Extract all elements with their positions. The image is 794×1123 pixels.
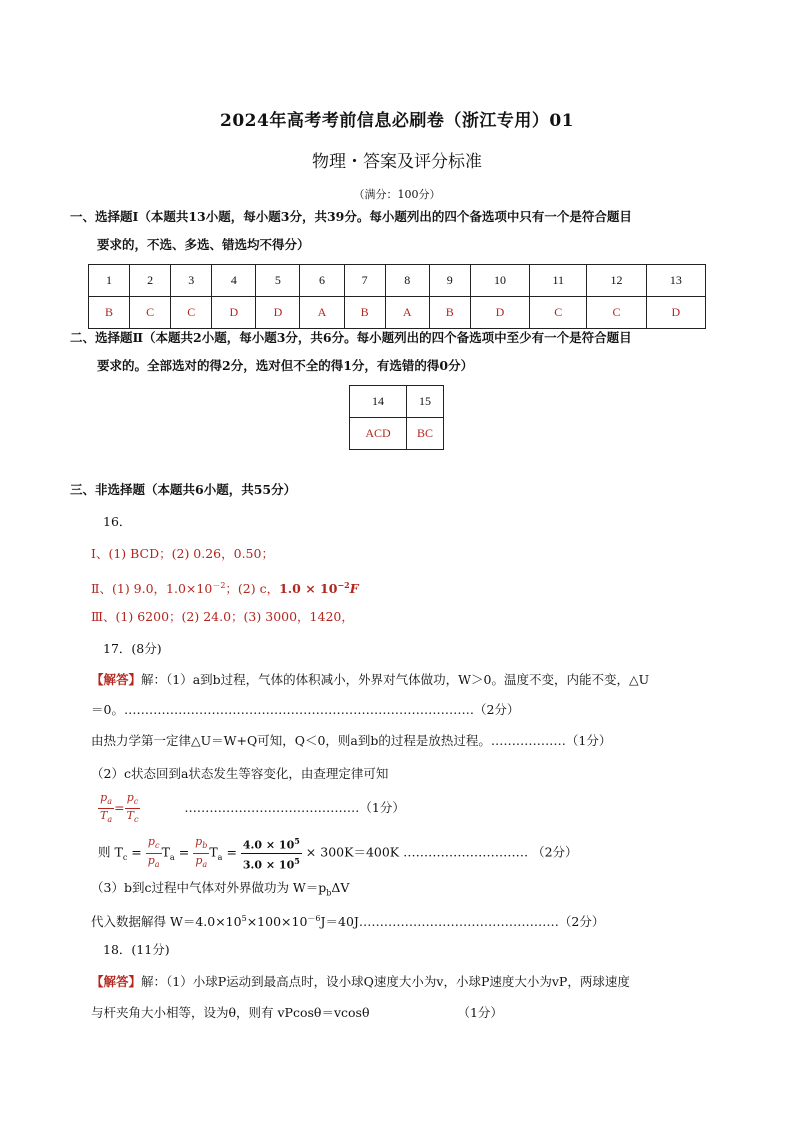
section2-question-number-2: 15 [407,386,444,418]
section1-heading-cont: 要求的，不选、多选、错选均不得分） [97,237,310,252]
fraction-pressure-ratio: $\frac{4.0 \times 10^5}{3.0 \times 10^5}$ [242,836,300,872]
section1-question-number-9: 9 [429,265,470,297]
section1-answer-12: C [587,297,646,329]
q17-line7: （3）b到c过程中气体对外界做功为 $W=p_b\Delta V$ [91,880,350,898]
q17-line2: ＝0。…………………………………………………………………………（2分） [91,702,520,717]
q16-part3: Ⅲ、(1) 6200；(2) 24.0；(3) 3000，1420， [91,609,354,624]
section2-answer-table [349,385,444,450]
section1-question-number-13: 13 [646,265,705,297]
section1-answer-13: D [646,297,705,329]
q17-temperature-calc: 则 $T_c$ = $\frac{p_c}{p_a}$ $T_a$ = $\frac{p_b}{p_a}$ $T_a$ = $\frac{4.0 \times 10^5}{3.0 \times 10^5}$ × 300K＝400K ………………………… （2分） [98,835,578,872]
tc-result: × 300K＝400K ………………………… （2分） [305,844,578,860]
page-title: 2024年高考考前信息必刷卷（浙江专用）01 [220,111,574,131]
section1-answer-5: D [256,297,300,329]
section1-question-number-10: 10 [470,265,529,297]
section1-answer-table [88,264,706,329]
section1-answer-4: D [212,297,256,329]
section1-question-number-6: 6 [300,265,344,297]
section1-answer-2: C [130,297,171,329]
page-subtitle: 物理・答案及评分标准 [312,152,482,172]
fraction-pb-pa: $\frac{p_b}{p_a}$ [195,835,208,869]
q17-line8: 代入数据解得 $W=4.0\times 10^5\times 100\times 10^{-6}J=40J\dots\dots\dots\dots\dots\dots\dots\dots\dots\dots\dots\dots\dots\dots\dots\dots(2$分） [91,914,605,930]
section1-heading: 一、选择题Ⅰ（本题共13小题，每小题3分，共39分。每小题列出的四个备选项中只有一个是符合题目 [70,209,632,224]
fraction-pa-ta: $\frac{p_a}{T_a}$ [100,791,113,825]
section1-question-number-5: 5 [256,265,300,297]
section1-answer-9: B [429,297,470,329]
section1-answer-8: A [385,297,429,329]
section3-heading: 三、非选择题（本题共6小题，共55分） [70,482,297,497]
section1-answer-11: C [530,297,587,329]
section1-question-number-3: 3 [171,265,212,297]
section1-question-number-12: 12 [587,265,646,297]
q18-line2: 与杆夹角大小相等，设为θ，则有 vPcosθ＝vcosθ （1分） [91,1005,503,1020]
section1-answer-3: C [171,297,212,329]
q18-line1 [91,972,630,992]
section1-question-number-1: 1 [89,265,130,297]
section1-question-number-8: 8 [385,265,429,297]
section1-question-number-11: 11 [530,265,587,297]
q17-label: 17．(8分) [103,641,162,656]
tc-prefix: 则 T [98,844,123,860]
section1-question-number-2: 2 [130,265,171,297]
section1-answer-1: B [89,297,130,329]
q16-part2-unit: F [349,581,359,597]
q16-part2-c: 1.0 × 10 [279,581,338,597]
q16-part2-a: Ⅱ、(1) 9.0，1.0×10 [91,581,213,597]
q17-line3: 由热力学第一定律△U＝W+Q可知，Q＜0，则a到b的过程是放热过程。………………（1分） [91,733,612,748]
q17-line5-score: ……………………………………（1分） [184,800,405,816]
q16-part2-exp: －2 [212,581,226,590]
section1-question-number-7: 7 [344,265,385,297]
section2-question-number-1: 14 [350,386,407,418]
q17-line1 [91,670,649,690]
q18-label: 18．(11分) [103,942,170,957]
q16-part2-b: ；(2) c， [225,581,280,597]
q16-part1: Ⅰ、(1) BCD；(2) 0.26，0.50； [91,546,274,561]
q18-solution-tag: 【解答】 [91,974,142,989]
section2-heading: 二、选择题Ⅱ（本题共2小题，每小题3分，共6分。每小题列出的四个备选项中至少有一个是符合题目 [70,330,632,345]
fraction-pc-tc: $\frac{p_c}{T_c}$ [126,791,139,825]
section1-answer-10: D [470,297,529,329]
section2-answer-2: BC [407,418,444,450]
section1-answer-6: A [300,297,344,329]
q17-line4: （2）c状态回到a状态发生等容变化，由查理定律可知 [91,766,389,781]
section2-heading-cont: 要求的。全部选对的得2分，选对但不全的得1分，有选错的得0分） [97,358,474,373]
q17-charles-equation [98,791,405,826]
section2-answer-1: ACD [350,418,407,450]
q18-line1-text: 解：（1）小球P运动到最高点时，设小球Q速度大小为v，小球P速度大小为vP，两球速度 [141,974,630,989]
fraction-pc-pa: $\frac{p_c}{p_a}$ [147,835,160,869]
q16-part2 [91,575,359,599]
equals-sign: = [114,800,125,816]
section1-question-number-4: 4 [212,265,256,297]
q16-label: 16． [103,514,132,529]
full-score-note: （满分：100分） [353,188,441,201]
section1-answer-7: B [344,297,385,329]
q17-line1-text: 解：（1）a到b过程，气体的体积减小，外界对气体做功，W＞0。温度不变，内能不变，△U [141,672,650,687]
q16-part2-c-exp: −2 [337,580,350,590]
q17-solution-tag: 【解答】 [91,672,142,687]
